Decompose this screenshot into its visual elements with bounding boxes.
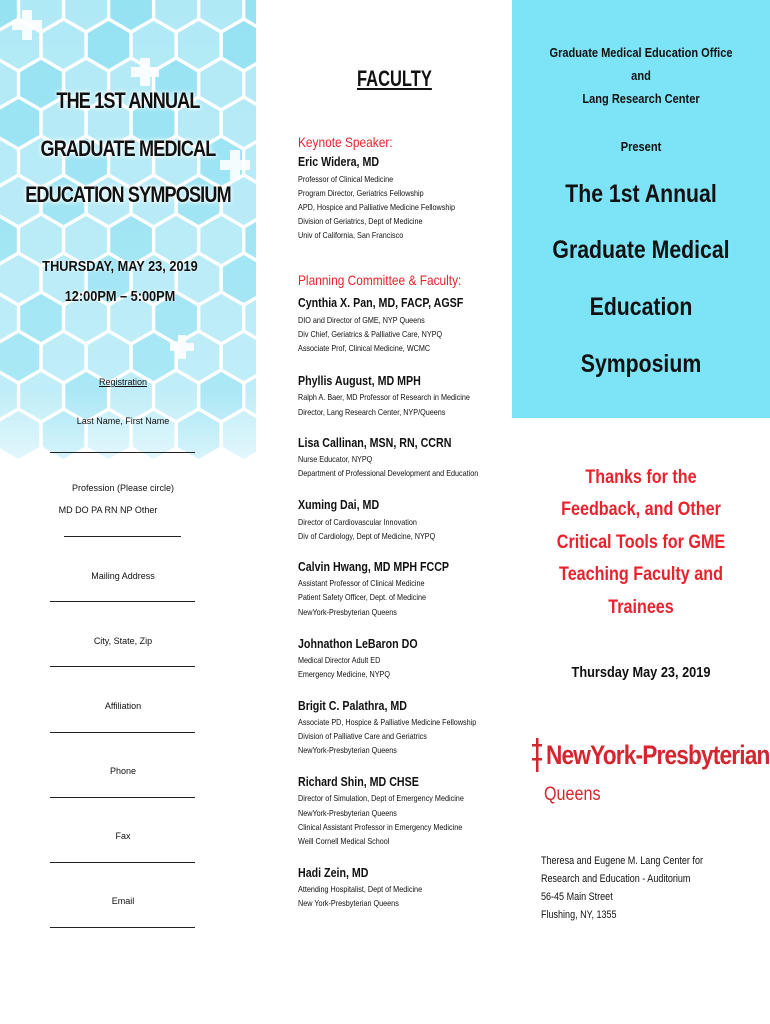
faculty-detail: Emergency Medicine, NYPQ xyxy=(298,669,390,679)
org-line-3: Lang Research Center xyxy=(582,91,700,106)
faculty-panel xyxy=(256,0,512,1024)
field-label-city-state-zip: City, State, Zip xyxy=(93,636,153,646)
faculty-name: Johnathon LeBaron DO xyxy=(298,636,418,651)
keynote-name: Eric Widera, MD xyxy=(298,154,380,169)
faculty-name: Calvin Hwang, MD MPH FCCP xyxy=(298,559,450,574)
faculty-detail: NewYork-Presbyterian Queens xyxy=(298,607,397,617)
symposium-title-line-1: THE 1ST ANNUAL xyxy=(56,88,200,113)
field-label-profession: Profession (Please circle) xyxy=(71,483,175,493)
faculty-detail: Director, Lang Research Center, NYP/Queens xyxy=(298,407,446,417)
nyp-logo-campus: Queens xyxy=(544,784,601,805)
faculty-name: Phyllis August, MD MPH xyxy=(298,373,421,388)
faculty-detail: New York-Presbyterian Queens xyxy=(298,898,399,908)
faculty-detail: Medical Director Adult ED xyxy=(298,655,381,665)
faculty-name: Brigit C. Palathra, MD xyxy=(298,698,407,713)
faculty-detail: Department of Professional Development and Education xyxy=(298,468,479,478)
registration-heading: Registration xyxy=(98,377,148,387)
symposium-title-line-2: GRADUATE MEDICAL xyxy=(40,136,216,161)
field-label-email: Email xyxy=(111,896,135,906)
faculty-detail: Div Chief, Geriatrics & Palliative Care, NYPQ xyxy=(298,329,443,339)
field-line-email[interactable] xyxy=(50,927,195,928)
symposium-title-line-3: EDUCATION SYMPOSIUM xyxy=(25,182,231,207)
tagline-line-5: Trainees xyxy=(608,597,674,618)
tagline-line-1: Thanks for the xyxy=(585,467,697,488)
profession-options[interactable]: MD DO PA RN NP Other xyxy=(58,505,158,515)
cover-date: Thursday May 23, 2019 xyxy=(571,664,711,681)
cover-title-line-4: Symposium xyxy=(580,350,702,378)
present-text: Present xyxy=(620,139,662,154)
nyp-logo-name: NewYork-Presbyterian xyxy=(546,740,770,770)
registration-panel xyxy=(0,0,256,1024)
faculty-detail: Ralph A. Baer, MD Professor of Research in Medicine xyxy=(298,392,470,402)
faculty-detail: Director of Cardiovascular Innovation xyxy=(298,517,417,527)
faculty-detail: Director of Simulation, Dept of Emergency Medicine xyxy=(298,793,464,803)
field-line-affiliation[interactable] xyxy=(50,732,195,733)
faculty-detail: DIO and Director of GME, NYP Queens xyxy=(298,315,425,325)
field-line-city-state-zip[interactable] xyxy=(50,666,195,667)
faculty-detail: Division of Palliative Care and Geriatrics xyxy=(298,731,427,741)
faculty-detail: Associate Prof, Clinical Medicine, WCMC xyxy=(298,343,431,353)
keynote-detail: Professor of Clinical Medicine xyxy=(298,174,394,184)
faculty-name: Cynthia X. Pan, MD, FACP, AGSF xyxy=(298,295,464,310)
field-line-fax[interactable] xyxy=(50,862,195,863)
field-label-name: Last Name, First Name xyxy=(76,416,170,426)
venue-address-line: Flushing, NY, 1355 xyxy=(541,909,617,921)
field-label-affiliation: Affiliation xyxy=(104,701,142,711)
tagline-line-3: Critical Tools for GME xyxy=(556,532,726,553)
field-label-phone: Phone xyxy=(109,766,137,776)
faculty-detail: Attending Hospitalist, Dept of Medicine xyxy=(298,884,423,894)
faculty-detail: Div of Cardiology, Dept of Medicine, NYPQ xyxy=(298,531,436,541)
committee-label: Planning Committee & Faculty: xyxy=(298,272,462,288)
field-line-mailing-address[interactable] xyxy=(50,601,195,602)
venue-address-line: Theresa and Eugene M. Lang Center for xyxy=(541,855,703,867)
tagline-line-2: Feedback, and Other xyxy=(561,499,721,520)
cover-title-line-3: Education xyxy=(589,293,693,321)
keynote-detail: Division of Geriatrics, Dept of Medicine xyxy=(298,216,423,226)
faculty-detail: NewYork-Presbyterian Queens xyxy=(298,745,397,755)
field-line-name[interactable] xyxy=(50,452,195,453)
keynote-detail: APD, Hospice and Palliative Medicine Fellowship xyxy=(298,202,456,212)
faculty-name: Xuming Dai, MD xyxy=(298,497,380,512)
keynote-detail: Univ of California, San Francisco xyxy=(298,230,404,240)
event-date: THURSDAY, MAY 23, 2019 xyxy=(42,258,198,275)
faculty-name: Richard Shin, MD CHSE xyxy=(298,774,419,789)
nyp-cross-icon xyxy=(532,738,544,772)
faculty-name: Hadi Zein, MD xyxy=(298,865,369,880)
tagline-line-4: Teaching Faculty and xyxy=(559,564,723,585)
keynote-label: Keynote Speaker: xyxy=(298,134,393,150)
event-time: 12:00PM – 5:00PM xyxy=(64,288,176,305)
faculty-detail: Patient Safety Officer, Dept. of Medicine xyxy=(298,592,426,602)
faculty-detail: Clinical Assistant Professor in Emergency Medicine xyxy=(298,822,463,832)
faculty-detail: NewYork-Presbyterian Queens xyxy=(298,808,397,818)
faculty-detail: Assistant Professor of Clinical Medicine xyxy=(298,578,425,588)
org-line-2: and xyxy=(631,68,651,83)
venue-address-line: Research and Education - Auditorium xyxy=(541,873,691,885)
faculty-heading: FACULTY xyxy=(357,66,432,91)
venue-address-line: 56-45 Main Street xyxy=(541,891,613,903)
cover-title-line-2: Graduate Medical xyxy=(552,236,730,264)
faculty-detail: Nurse Educator, NYPQ xyxy=(298,454,373,464)
field-line-profession[interactable] xyxy=(64,536,181,537)
keynote-detail: Program Director, Geriatrics Fellowship xyxy=(298,188,424,198)
field-label-fax: Fax xyxy=(115,831,131,841)
faculty-detail: Associate PD, Hospice & Palliative Medicine Fellowship xyxy=(298,717,477,727)
field-label-mailing-address: Mailing Address xyxy=(91,571,155,581)
cover-title-line-1: The 1st Annual xyxy=(565,180,717,208)
faculty-detail: Weill Cornell Medical School xyxy=(298,836,390,846)
org-line-1: Graduate Medical Education Office xyxy=(549,45,733,60)
faculty-name: Lisa Callinan, MSN, RN, CCRN xyxy=(298,435,452,450)
field-line-phone[interactable] xyxy=(50,797,195,798)
cover-panel xyxy=(512,0,770,1024)
